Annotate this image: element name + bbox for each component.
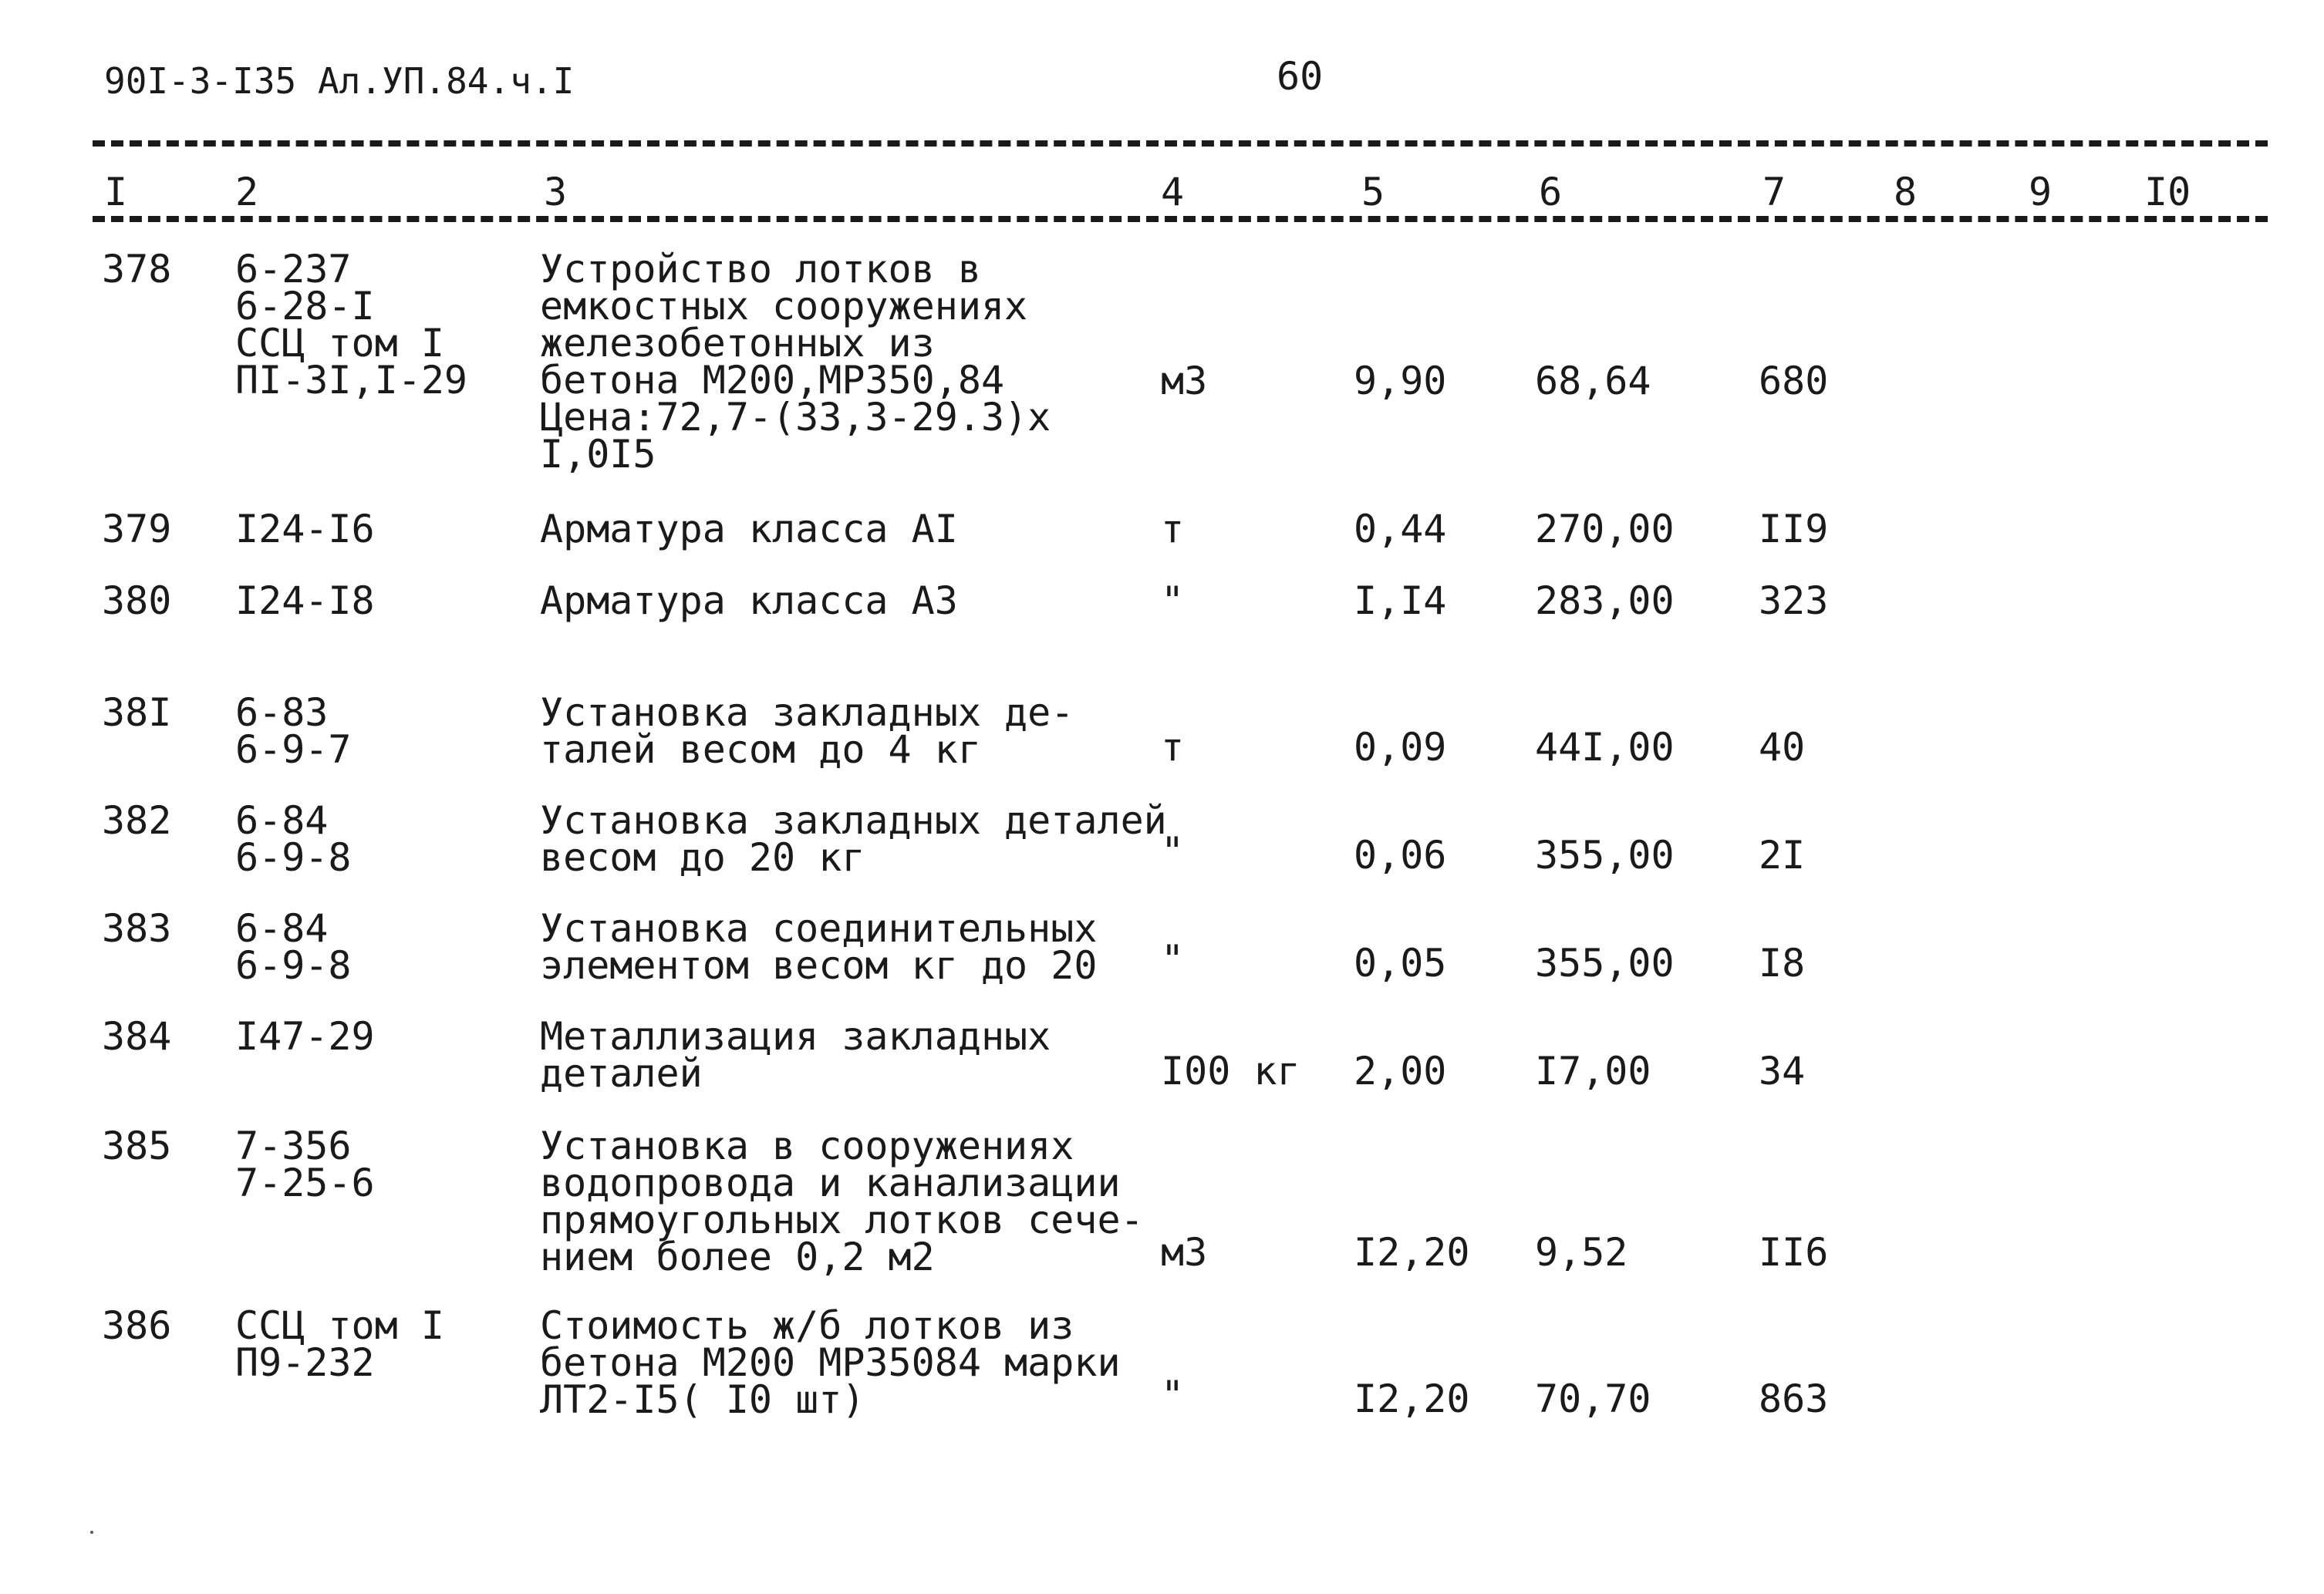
- row-description: Арматура класса А3: [540, 578, 958, 623]
- row-quantity: 2,00: [1354, 1049, 1447, 1094]
- row-code: 6-84 6-9-8: [235, 798, 352, 880]
- row-total: 40: [1759, 725, 1806, 770]
- row-unit-price: 44I,00: [1535, 725, 1675, 770]
- scan-speck: [90, 1531, 93, 1534]
- column-header-1: I: [104, 170, 128, 214]
- row-total: II6: [1759, 1230, 1829, 1275]
- row-total: I8: [1759, 941, 1806, 986]
- row-description: Металлизация закладных деталей: [540, 1014, 1051, 1096]
- column-header-10: I0: [2144, 170, 2191, 214]
- row-unit-price: I7,00: [1535, 1049, 1651, 1094]
- row-unit: ": [1161, 578, 1185, 623]
- row-number: 379: [102, 507, 172, 551]
- row-code: 7-356 7-25-6: [235, 1124, 375, 1205]
- row-unit: ": [1161, 937, 1185, 982]
- row-description: Установка в сооружениях водопровода и канализации прямоугольных лотков сече- нием более 0,2 м2: [540, 1124, 1144, 1279]
- column-header-2: 2: [235, 170, 259, 214]
- dashed-rule-header: [93, 216, 2268, 222]
- column-header-6: 6: [1539, 170, 1563, 214]
- row-unit: ": [1161, 1373, 1185, 1417]
- row-total: 2I: [1759, 833, 1806, 878]
- row-quantity: I2,20: [1354, 1377, 1470, 1421]
- row-unit-price: 9,52: [1535, 1230, 1628, 1275]
- row-total: 34: [1759, 1049, 1806, 1094]
- row-total: II9: [1759, 507, 1829, 551]
- row-quantity: 0,44: [1354, 507, 1447, 551]
- column-header-9: 9: [2029, 170, 2052, 214]
- row-quantity: 9,90: [1354, 359, 1447, 403]
- column-header-5: 5: [1361, 170, 1385, 214]
- row-number: 386: [102, 1303, 172, 1348]
- row-unit-price: 355,00: [1535, 833, 1675, 878]
- row-unit-price: 355,00: [1535, 941, 1675, 986]
- column-header-3: 3: [544, 170, 568, 214]
- row-quantity: 0,05: [1354, 941, 1447, 986]
- row-description: Установка закладных деталей весом до 20 кг: [540, 798, 1167, 880]
- row-code: I24-I8: [235, 578, 375, 623]
- row-number: 378: [102, 247, 172, 292]
- row-unit: м3: [1161, 1230, 1208, 1275]
- row-unit-price: 270,00: [1535, 507, 1675, 551]
- row-unit-price: 283,00: [1535, 578, 1675, 623]
- row-unit: ": [1161, 829, 1185, 874]
- row-description: Стоимость ж/б лотков из бетона М200 МР35084 марки ЛТ2-I5( I0 шт): [540, 1303, 1121, 1422]
- column-header-4: 4: [1161, 170, 1185, 214]
- row-unit-price: 70,70: [1535, 1377, 1651, 1421]
- row-number: 384: [102, 1014, 172, 1059]
- row-number: 38I: [102, 690, 172, 735]
- row-unit: т: [1161, 507, 1185, 551]
- row-unit: м3: [1161, 359, 1208, 403]
- row-total: 863: [1759, 1377, 1829, 1421]
- row-quantity: 0,09: [1354, 725, 1447, 770]
- row-description: Устройство лотков в емкостных сооружениях железобетонных из бетона М200,МР350,84 Цена:72,7-(33,3-29.3)х I,0I5: [540, 247, 1051, 477]
- row-description: Арматура класса АI: [540, 507, 958, 551]
- row-unit: т: [1161, 725, 1185, 770]
- row-code: 6-237 6-28-I ССЦ том I ПI-3I,I-29: [235, 247, 468, 403]
- row-code: 6-84 6-9-8: [235, 906, 352, 988]
- row-unit-price: 68,64: [1535, 359, 1651, 403]
- row-number: 385: [102, 1124, 172, 1168]
- row-number: 382: [102, 798, 172, 843]
- row-description: Установка соединительных элементом весом кг до 20: [540, 906, 1098, 988]
- row-quantity: 0,06: [1354, 833, 1447, 878]
- row-code: I24-I6: [235, 507, 375, 551]
- row-quantity: I2,20: [1354, 1230, 1470, 1275]
- page-number: 60: [1277, 54, 1324, 99]
- row-description: Установка закладных де- талей весом до 4 кг: [540, 690, 1074, 772]
- row-code: ССЦ том I П9-232: [235, 1303, 444, 1385]
- row-quantity: I,I4: [1354, 578, 1447, 623]
- row-code: I47-29: [235, 1014, 375, 1059]
- row-total: 680: [1759, 359, 1829, 403]
- dashed-rule-top: [93, 140, 2268, 147]
- document-code: 90I-3-I35 Ал.УП.84.ч.I: [104, 60, 575, 102]
- row-code: 6-83 6-9-7: [235, 690, 352, 772]
- column-header-7: 7: [1762, 170, 1786, 214]
- row-total: 323: [1759, 578, 1829, 623]
- row-number: 380: [102, 578, 172, 623]
- column-header-8: 8: [1894, 170, 1918, 214]
- row-number: 383: [102, 906, 172, 951]
- row-unit: I00 кг: [1161, 1049, 1300, 1094]
